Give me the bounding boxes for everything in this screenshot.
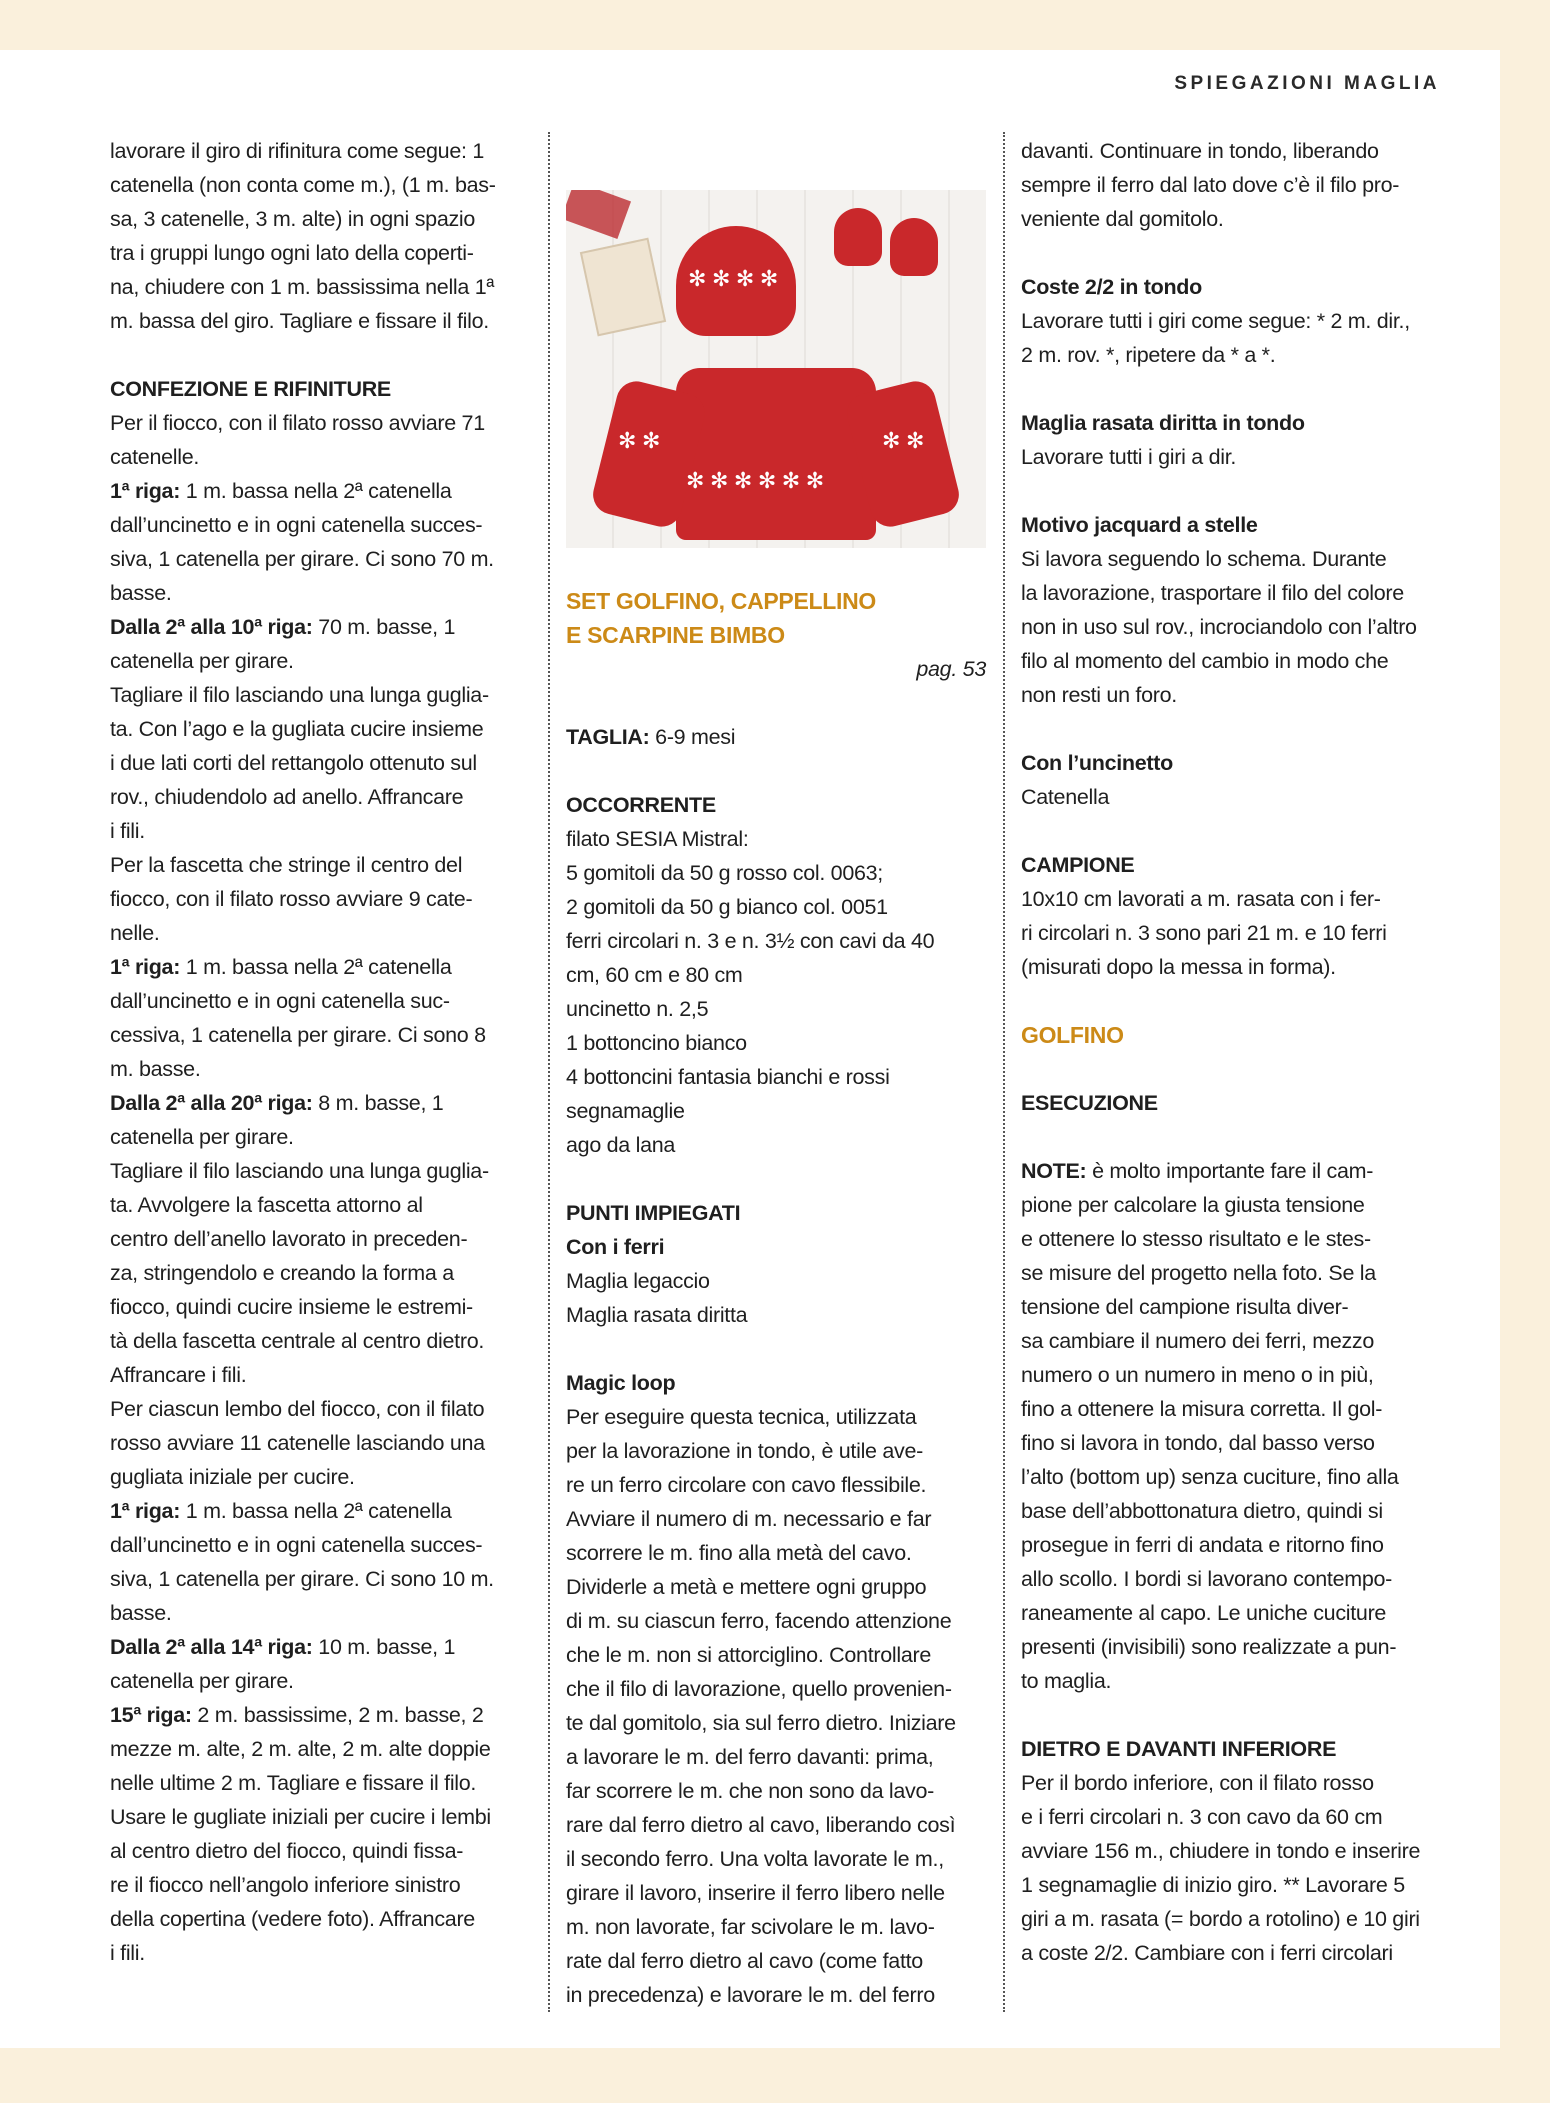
text-line: lavorare il giro di rifinitura come segue: 1 [110, 139, 484, 163]
text-line: al centro dietro del fiocco, quindi fissa- [110, 1839, 464, 1863]
text-line: rov., chiudendolo ad anello. Affrancare [110, 785, 464, 809]
material-item: 4 bottoncini fantasia bianchi e rossi [566, 1065, 890, 1089]
running-head: SPIEGAZIONI MAGLIA [1174, 73, 1440, 94]
material-item: filato SESIA Mistral: [566, 827, 749, 851]
subsection-heading: Con i ferri [566, 1235, 665, 1259]
text-line: m. bassa del giro. Tagliare e fissare il filo. [110, 309, 489, 333]
text-line: nelle ultime 2 m. Tagliare e fissare il filo. [110, 1771, 477, 1795]
text-line: fiocco, quindi cucire insieme le estremi- [110, 1295, 473, 1319]
text-line: Per la fascetta che stringe il centro del [110, 853, 463, 877]
text-line: della copertina (vedere foto). Affrancare [110, 1907, 475, 1931]
text-line: fiocco, con il filato rosso avviare 9 cate- [110, 887, 473, 911]
text-line: ta. Con l’ago e la gugliata cucire insieme [110, 717, 484, 741]
text-line: gugliata iniziale per cucire. [110, 1465, 355, 1489]
section-heading: ESECUZIONE [1021, 1091, 1158, 1115]
text-line: re il fiocco nell’angolo inferiore sinistro [110, 1873, 461, 1897]
material-item: 5 gomitoli da 50 g rosso col. 0063; [566, 861, 883, 885]
material-item: 1 bottoncino bianco [566, 1031, 747, 1055]
text-line: na, chiudere con 1 m. bassissima nella 1ª [110, 275, 495, 299]
text-line: e ottenere lo stesso risultato e le stes- [1021, 1227, 1371, 1251]
section-heading: CONFEZIONE E RIFINITURE [110, 377, 391, 401]
text-line: Tagliare il filo lasciando una lunga gugliа- [110, 683, 489, 707]
row-instruction: Dalla 2ª alla 10ª riga: 70 m. basse, 1 [110, 615, 456, 639]
text-line: dall’uncinetto e in ogni catenella suc- [110, 989, 450, 1013]
garment-title: GOLFINO [1021, 1022, 1124, 1048]
knit-sweater-body [676, 368, 876, 540]
knit-bootie [834, 208, 882, 266]
column-1 [110, 134, 532, 1970]
text-line: catenella per girare. [110, 649, 294, 673]
text-line: che le m. non si attorciglino. Controllare [566, 1643, 932, 1667]
text-line: rosso avviare 11 catenelle lasciando una [110, 1431, 485, 1455]
subsection-heading: Coste 2/2 in tondo [1021, 275, 1202, 299]
text-line: Per ciascun lembo del fiocco, con il filato [110, 1397, 485, 1421]
project-title: E SCARPINE BIMBO [566, 622, 785, 648]
knit-bootie [890, 218, 938, 276]
text-line: dall’uncinetto e in ogni catenella succes- [110, 1533, 483, 1557]
text-line: siva, 1 catenella per girare. Ci sono 10 m. [110, 1567, 494, 1591]
text-line: te dal gomitolo, sia sul ferro dietro. Iniziare [566, 1711, 956, 1735]
page-reference: pag. 53 [916, 657, 986, 681]
row-instruction: 1ª riga: 1 m. bassa nella 2ª catenella [110, 479, 452, 503]
text-line: ta. Avvolgere la fascetta attorno al [110, 1193, 423, 1217]
stitch-item: Maglia rasata diritta [566, 1303, 748, 1327]
project-title: SET GOLFINO, CAPPELLINO [566, 588, 877, 614]
text-line: Per il fiocco, con il filato rosso avviare 71 [110, 411, 485, 435]
text-line: filo al momento del cambio in modo che [1021, 649, 1389, 673]
material-item: cm, 60 cm e 80 cm [566, 963, 743, 987]
section-heading: OCCORRENTE [566, 793, 716, 817]
material-item: segnamaglie [566, 1099, 685, 1123]
text-line: basse. [110, 581, 172, 605]
note-line: NOTE: è molto importante fare il cam- [1021, 1159, 1374, 1183]
text-line: Tagliare il filo lasciando una lunga guglia- [110, 1159, 489, 1183]
subsection-heading: Maglia rasata diritta in tondo [1021, 411, 1305, 435]
text-line: prosegue in ferri di andata e ritorno fino [1021, 1533, 1384, 1557]
column-3 [1021, 134, 1441, 1970]
text-line: tà della fascetta centrale al centro dietro. [110, 1329, 485, 1353]
text-line: in precedenza) e lavorare le m. del ferro [566, 1983, 935, 2007]
text-line: Per il bordo inferiore, con il filato rosso [1021, 1771, 1374, 1795]
text-line: non in uso sul rov., incrociandolo con l’altro [1021, 615, 1417, 639]
text-line: siva, 1 catenella per girare. Ci sono 70 m. [110, 547, 494, 571]
text-line: scorrere le m. fino alla metà del cavo. [566, 1541, 912, 1565]
text-line: base dell’abbottonatura dietro, quindi si [1021, 1499, 1383, 1523]
text-line: Si lavora seguendo lo schema. Durante [1021, 547, 1387, 571]
text-line: a lavorare le m. del ferro davanti: prima, [566, 1745, 934, 1769]
text-line: il secondo ferro. Una volta lavorate le m., [566, 1847, 944, 1871]
section-heading: PUNTI IMPIEGATI [566, 1201, 741, 1225]
text-line: ri circolari n. 3 sono pari 21 m. e 10 ferri [1021, 921, 1387, 945]
text-line: tensione del campione risulta diver- [1021, 1295, 1349, 1319]
text-line: Lavorare tutti i giri a dir. [1021, 445, 1237, 469]
text-line: centro dell’anello lavorato in preceden- [110, 1227, 468, 1251]
text-line: sa, 3 catenelle, 3 m. alte) in ogni spazio [110, 207, 476, 231]
material-item: uncinetto n. 2,5 [566, 997, 709, 1021]
text-line: pione per calcolare la giusta tensione [1021, 1193, 1365, 1217]
text-line: za, stringendolo e creando la forma a [110, 1261, 454, 1285]
text-line: re un ferro circolare con cavo flessibile. [566, 1473, 927, 1497]
text-line: m. non lavorate, far scivolare le m. lavo- [566, 1915, 935, 1939]
magazine-page [0, 50, 1500, 2048]
text-line: l’alto (bottom up) senza cuciture, fino alla [1021, 1465, 1399, 1489]
text-line: tra i gruppi lungo ogni lato della coperti- [110, 241, 474, 265]
text-line: fino si lavora in tondo, dal basso verso [1021, 1431, 1375, 1455]
product-photo: ✻ ✻ ✻ ✻ ✻ ✻ ✻ ✻ ✻ ✻ ✻ ✻ ✻ ✻ [566, 190, 986, 548]
text-line: sa cambiare il numero dei ferri, mezzo [1021, 1329, 1375, 1353]
subsection-heading: Motivo jacquard a stelle [1021, 513, 1258, 537]
text-line: i due lati corti del rettangolo ottenuto sul [110, 751, 477, 775]
column-separator [548, 132, 550, 2012]
text-line: raneamente al capo. Le uniche cuciture [1021, 1601, 1387, 1625]
text-line: nelle. [110, 921, 160, 945]
text-line: davanti. Continuare in tondo, liberando [1021, 139, 1379, 163]
column-separator [1003, 132, 1005, 2012]
text-line: avviare 156 m., chiudere in tondo e inserire [1021, 1839, 1421, 1863]
text-line: rate dal ferro dietro al cavo (come fatto [566, 1949, 923, 1973]
size-line: TAGLIA: 6-9 mesi [566, 725, 736, 749]
text-line: veniente dal gomitolo. [1021, 207, 1224, 231]
row-instruction: 15ª riga: 2 m. bassissime, 2 m. basse, 2 [110, 1703, 484, 1727]
text-line: cessiva, 1 catenella per girare. Ci sono 8 [110, 1023, 486, 1047]
text-line: allo scollo. I bordi si lavorano contempo- [1021, 1567, 1393, 1591]
section-heading: CAMPIONE [1021, 853, 1135, 877]
text-line: 10x10 cm lavorati a m. rasata con i fer- [1021, 887, 1381, 911]
material-item: ferri circolari n. 3 e n. 3½ con cavi da 40 [566, 929, 935, 953]
text-line: catenella per girare. [110, 1669, 294, 1693]
text-line: to maglia. [1021, 1669, 1112, 1693]
text-line: Per eseguire questa tecnica, utilizzata [566, 1405, 917, 1429]
text-line: Catenella [1021, 785, 1110, 809]
text-line: che il filo di lavorazione, quello provenien- [566, 1677, 952, 1701]
text-line: basse. [110, 1601, 172, 1625]
row-instruction: 1ª riga: 1 m. bassa nella 2ª catenella [110, 1499, 452, 1523]
text-line: girare il lavoro, inserire il ferro libero nelle [566, 1881, 945, 1905]
text-line: sempre il ferro dal lato dove c’è il filo pro- [1021, 173, 1400, 197]
text-line: se misure del progetto nella foto. Se la [1021, 1261, 1376, 1285]
text-line: Lavorare tutti i giri come segue: * 2 m. dir., [1021, 309, 1410, 333]
text-line: giri a m. rasata (= bordo a rotolino) e 10 giri [1021, 1907, 1420, 1931]
column-2 [566, 134, 986, 2012]
text-line: a coste 2/2. Cambiare con i ferri circolari [1021, 1941, 1393, 1965]
text-line: i fili. [110, 1941, 145, 1965]
text-line: la lavorazione, trasportare il filo del colore [1021, 581, 1404, 605]
stitch-item: Maglia legaccio [566, 1269, 710, 1293]
text-line: (misurati dopo la messa in forma). [1021, 955, 1336, 979]
row-instruction: Dalla 2ª alla 14ª riga: 10 m. basse, 1 [110, 1635, 456, 1659]
text-line: 2 m. rov. *, ripetere da * a *. [1021, 343, 1276, 367]
text-line: catenella (non conta come m.), (1 m. bas- [110, 173, 496, 197]
text-line: rare dal ferro dietro al cavo, liberando così [566, 1813, 956, 1837]
row-instruction: 1ª riga: 1 m. bassa nella 2ª catenella [110, 955, 452, 979]
text-line: i fili. [110, 819, 145, 843]
row-instruction: Dalla 2ª alla 20ª riga: 8 m. basse, 1 [110, 1091, 444, 1115]
text-line: dall’uncinetto e in ogni catenella succes- [110, 513, 483, 537]
material-item: 2 gomitoli da 50 g bianco col. 0051 [566, 895, 888, 919]
material-item: ago da lana [566, 1133, 676, 1157]
subsection-heading: Magic loop [566, 1371, 676, 1395]
text-line: 1 segnamaglie di inizio giro. ** Lavorare 5 [1021, 1873, 1405, 1897]
section-heading: DIETRO E DAVANTI INFERIORE [1021, 1737, 1337, 1761]
text-line: per la lavorazione in tondo, è utile ave- [566, 1439, 924, 1463]
text-line: Usare le gugliate iniziali per cucire i lembi [110, 1805, 491, 1829]
text-line: presenti (invisibili) sono realizzate a pun- [1021, 1635, 1397, 1659]
text-line: numero o un numero in meno o in più, [1021, 1363, 1374, 1387]
text-line: Dividerle a metà e mettere ogni gruppo [566, 1575, 927, 1599]
text-line: fino a ottenere la misura corretta. Il gol- [1021, 1397, 1383, 1421]
text-line: catenella per girare. [110, 1125, 294, 1149]
text-line: non resti un foro. [1021, 683, 1177, 707]
text-line: catenelle. [110, 445, 200, 469]
text-line: di m. su ciascun ferro, facendo attenzione [566, 1609, 952, 1633]
text-line: Avviare il numero di m. necessario e far [566, 1507, 932, 1531]
text-line: Affrancare i fili. [110, 1363, 247, 1387]
subsection-heading: Con l’uncinetto [1021, 751, 1173, 775]
text-line: m. basse. [110, 1057, 201, 1081]
text-line: mezze m. alte, 2 m. alte, 2 m. alte doppie [110, 1737, 491, 1761]
text-line: e i ferri circolari n. 3 con cavo da 60 cm [1021, 1805, 1383, 1829]
text-line: far scorrere le m. che non sono da lavo- [566, 1779, 935, 1803]
